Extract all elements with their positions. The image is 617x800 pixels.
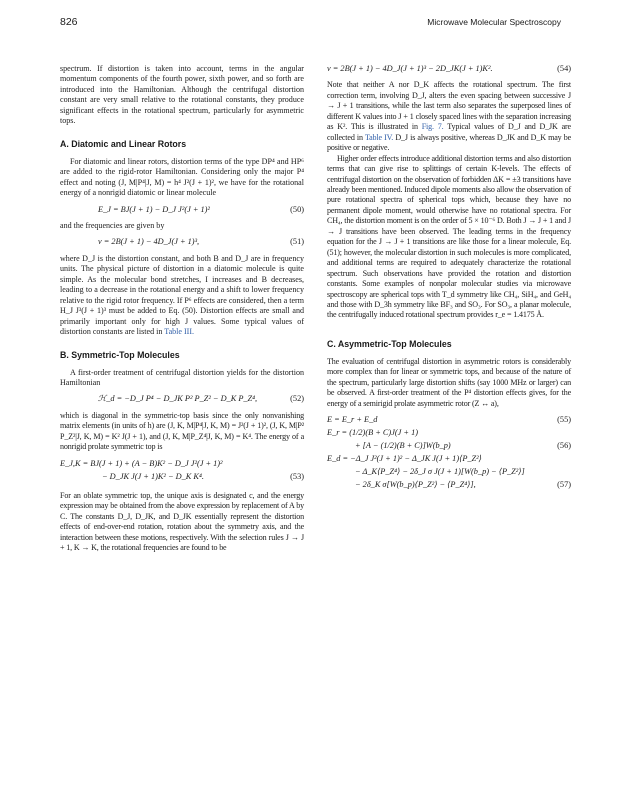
paragraph-a1: For diatomic and linear rotors, distortion terms of the type DP⁴ and HP⁶ are added to the rigid-rotor Hamiltonian. Considering only the major P⁴ effect and noting (J, M|P⁴|J, M) = h⁴ J²(J + 1)², we have for the rotational energy of a nonrigid diatomic or linear molecule (60, 156, 304, 198)
paragraph-b3: For an oblate symmetric top, the unique axis is designated c, and the energy expression may be obtained from the above expression by replacement of A by C. The constants D_J, D_JK, and D_JK essentially represent the distortion effects of end-over-end rotation, rotation about the symmetry axis, and the interaction between these motions, respectively. With the selection rules J → J + 1, K → K, the rotational frequencies are found to be (60, 490, 304, 552)
paragraph-r1 (327, 80, 571, 153)
fig-7-link[interactable]: Fig. 7. (421, 122, 444, 132)
left-column (60, 64, 304, 553)
equation-56-line-2: + [A − (1/2)(B + C)]W(b_p) (355, 441, 451, 451)
section-heading-b: B. Symmetric-Top Molecules (60, 349, 180, 360)
equation-54 (327, 64, 571, 74)
equation-50 (60, 205, 304, 215)
equation-57-line-2: − Δ_K⟨P_Z⁴⟩ − 2δ_J σ J(J + 1)[W(b_p) − ⟨P_Z²⟩] (355, 467, 525, 477)
equation-57-line-1: E_d = −Δ_J J²(J + 1)² − Δ_JK J(J + 1)⟨P_Z²⟩ (327, 454, 482, 464)
page-number: 826 (60, 16, 78, 28)
paragraph-r1-text-3: D_J is always positive, whereas D_JK and D_K may be positive or negative. (327, 132, 571, 153)
equation-51-number: (51) (290, 237, 304, 247)
equation-55-body: E = E_r + E_d (327, 415, 378, 425)
equation-51 (60, 237, 304, 247)
equation-53 (60, 459, 304, 485)
equation-50-body: E_J = BJ(J + 1) − D_J J²(J + 1)² (98, 204, 210, 214)
paragraph-r1-text-1: Note that neither A nor D_K affects the rotational spectrum. The first correction term, involving D_J, alters the even spacing between successive J → J + 1 transitions, while the last term also separates the superposed lines of different K values into J + 1 closely spaced lines with the separation increasing as K². This is illustrated in (327, 80, 571, 132)
equation-55-number: (55) (557, 415, 571, 425)
equation-54-body: ν = 2B(J + 1) − 4D_J(J + 1)³ − 2D_JK(J + 1)K². (327, 64, 493, 73)
equation-53-line-2: − D_JK J(J + 1)K² − D_K K⁴. (102, 471, 204, 481)
paragraph-c1: The evaluation of centrifugal distortion in asymmetric rotors is considerably more complex than for linear or symmetric tops, and because of the nature of the spectrum, particularly large distortion shifts (say 1000 MHz or larger) can be observed. A first-order treatment of the P⁴ distortion effects gives, for the energy of a semirigid prolate asymmetric rotor (Z ↔ a), (327, 356, 571, 408)
table-iii-link[interactable]: Table III. (164, 327, 195, 337)
equation-56-number: (56) (557, 441, 571, 451)
intro-paragraph: spectrum. If distortion is taken into account, terms in the angular momentum components of the fourth power, sixth power, and so forth are introduced into the Hamiltonian. Although the centrifugal distortion constant are very small relative to the rotational constants, they produce significant effects in the rotational spectrum, particularly for asymmetric tops. (60, 64, 304, 126)
paragraph-a3-text: where D_J is the distortion constant, and both B and D_J are in frequency units. The physical picture of distortion in a diatomic molecule is quite simple. As the molecular bond stretches, I increases and B decreases, leading to a decrease in the rotational energy and a shift to lower frequency relative to the rigid rotor frequency. If P⁶ effects are considered, then a term H_J J³(J + 1)³ must be added to Eq. (50). Distortion effects are small and primarily important only for high J values. Some typical values of distortion constants are listed in (60, 253, 304, 337)
paragraph-a3 (60, 254, 304, 338)
table-iv-link[interactable]: Table IV. (364, 132, 394, 142)
running-title: Microwave Molecular Spectroscopy (427, 17, 561, 27)
paragraph-b1: A first-order treatment of centrifugal distortion yields for the distortion Hamiltonian (60, 367, 304, 387)
page-header (60, 16, 561, 32)
section-heading-a: A. Diatomic and Linear Rotors (60, 138, 187, 149)
equation-51-body: ν = 2B(J + 1) − 4D_J(J + 1)³, (98, 237, 200, 247)
equations-55-57 (327, 415, 571, 493)
equation-52-number: (52) (290, 394, 304, 404)
equation-54-number: (54) (557, 64, 571, 73)
equation-57-line-3: − 2δ_K σ[W(b_p)⟨P_Z²⟩ − ⟨P_Z⁴⟩], (355, 480, 476, 490)
equation-52 (60, 394, 304, 404)
equation-53-line-1: E_J,K = BJ(J + 1) + (A − B)K² − D_J J²(J + 1)² (60, 458, 223, 468)
equation-56-line-1: E_r = (1/2)(B + C)J(J + 1) (327, 428, 418, 438)
paragraph-r1-text-2: Typical values of D_J and D_JK are collected in (327, 122, 571, 142)
section-heading-c: C. Asymmetric-Top Molecules (327, 338, 452, 349)
equation-57-number: (57) (557, 480, 571, 490)
paragraph-a2: and the frequencies are given by (60, 220, 165, 230)
equation-52-body: ℋ_d = −D_J P⁴ − D_JK P² P_Z² − D_K P_Z⁴, (98, 394, 258, 404)
paragraph-r2: Higher order effects introduce additional distortion terms and also distortion terms that can give rise to splittings of certain K-levels. The effects of centrifugal distortion on the observation of forbidden ΔK = ±3 transitions have already been mentioned. Induced dipole moments also allow the observation of pure rotational spectra of spherical tops which, because they have no permanent dipole moment, would otherwise have no rotational spectra. For CH₄, the distortion moment is on the order of 5 × 10⁻⁶ D. Both J → J + 1 and J → J transitions have been observed. The leading terms in the frequency equation for the J → J + 1 transitions are like those for a linear molecule, Eq. (51); however, the molecular distortion in such molecules is more complicated, and additional terms are required to adequately characterize the rotational spectrum. Such observations have provided the rotation and distortion constants. Some examples of nonpolar molecular studies via microwave spectroscopy are spherical tops with T_d symmetry like CH₄, SiH₄, and GeH₄ and those with D_3h symmetry like BF₃ and SO₃. For SO₃, a planar molecule, the centrifugally induced rotational spectrum provides r_e = 1.4175 Å. (327, 153, 572, 320)
equation-50-number: (50) (290, 204, 304, 214)
paragraph-b2: which is diagonal in the symmetric-top basis since the only nonvanishing matrix elements (in units of h) are (J, K, M|P⁴|J, K, M) = J²(J + 1)², (J, K, M|P² P_Z²|J, K, M) = K² J(J + 1), and (J, K, M|P_Z⁴|J, K, M) = K⁴. The energy of a nonrigid prolate symmetric top is (60, 410, 304, 452)
equation-53-number: (53) (290, 471, 304, 481)
right-column (327, 64, 571, 499)
